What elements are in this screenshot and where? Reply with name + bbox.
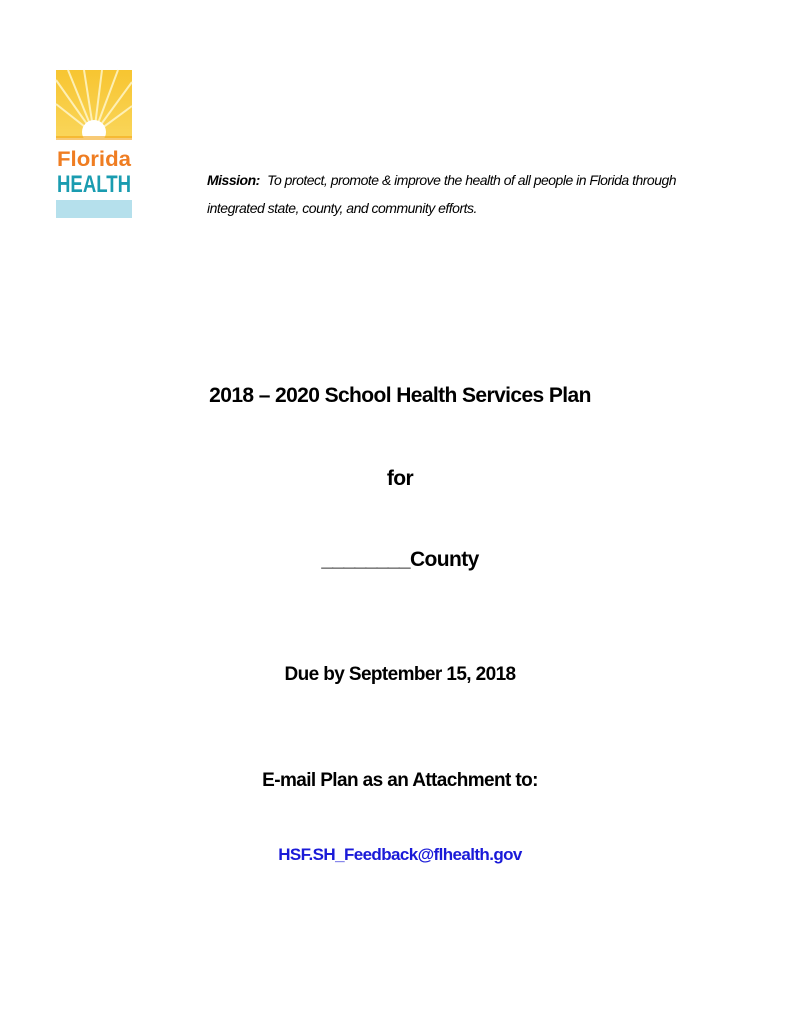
document-title: 2018 – 2020 School Health Services Plan bbox=[209, 384, 591, 407]
county-blank: ________County bbox=[321, 548, 479, 571]
florida-health-logo bbox=[56, 70, 132, 218]
due-date: Due by September 15, 2018 bbox=[284, 664, 516, 685]
feedback-email-link[interactable]: HSF.SH_Feedback@flhealth.gov bbox=[278, 845, 522, 864]
logo-word-florida: Florida bbox=[57, 148, 132, 171]
email-instructions: E-mail Plan as an Attachment to: bbox=[262, 770, 538, 791]
for-text: for bbox=[386, 467, 414, 490]
sunburst-logo-icon bbox=[56, 70, 132, 218]
logo-word-health: HEALTH bbox=[57, 171, 131, 198]
mission-text: To protect, promote & improve the health of all people in Florida through integrated state, county, and community efforts. bbox=[207, 172, 677, 216]
mission-label: Mission: bbox=[207, 172, 260, 188]
mission-statement bbox=[207, 166, 727, 222]
